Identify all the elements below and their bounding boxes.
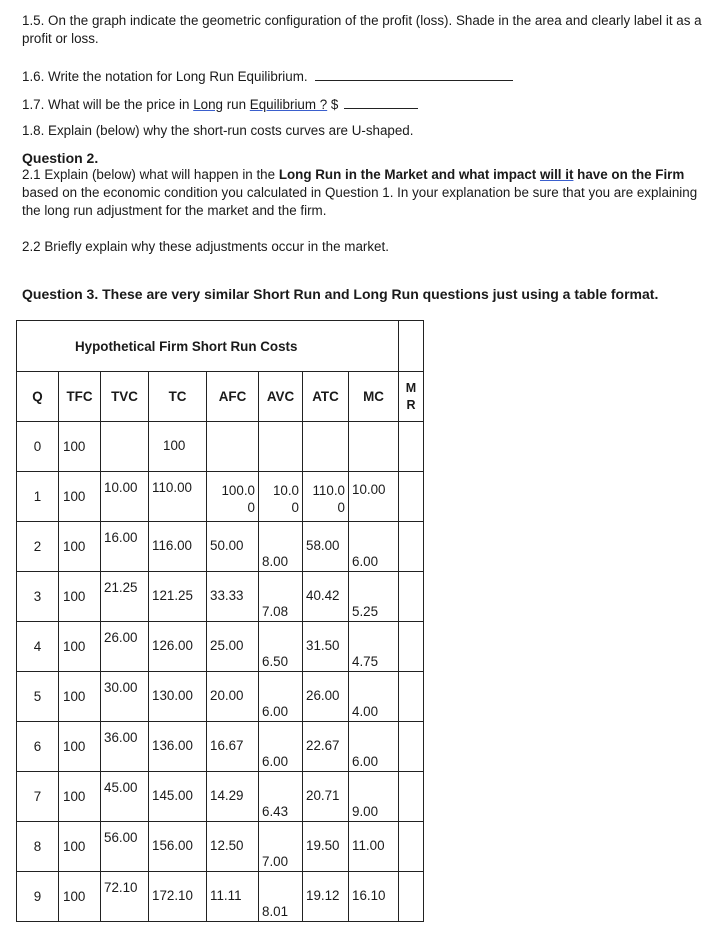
- question-1-6: 1.6. Write the notation for Long Run Equilibrium.: [22, 67, 513, 86]
- cell-q: 4: [17, 622, 59, 672]
- cell-mr[interactable]: [399, 422, 424, 472]
- cell-atc[interactable]: [303, 422, 349, 472]
- cell-q: 7: [17, 772, 59, 822]
- cell-tfc: 100: [59, 672, 101, 722]
- mr-title-cell: [399, 321, 424, 372]
- cell-tc: 145.00: [149, 772, 207, 822]
- cell-mr[interactable]: [399, 722, 424, 772]
- cell-afc: 100.0 0: [207, 472, 259, 522]
- cell-tfc: 100: [59, 572, 101, 622]
- cell-atc: 19.50: [303, 822, 349, 872]
- cell-mc: 6.00: [349, 722, 399, 772]
- question-2-title: Question 2.: [22, 150, 99, 166]
- cell-mc: 6.00: [349, 522, 399, 572]
- cell-tvc: 10.00: [101, 472, 149, 522]
- table-row: [17, 522, 424, 572]
- cell-avc: 6.50: [259, 622, 303, 672]
- cell-tfc: 100: [59, 722, 101, 772]
- cell-tc: 110.00: [149, 472, 207, 522]
- cell-tvc: 21.25: [101, 572, 149, 622]
- table-row: [17, 572, 424, 622]
- question-2-1: 2.1 Explain (below) what will happen in the Long Run in the Market and what impact will it have on the Firm based on the economic condition you calculated in Question 1. In your explanation be sure that you are explaining the long run adjustment for the market and the firm.: [22, 167, 698, 218]
- cell-tc: 126.00: [149, 622, 207, 672]
- cell-tvc: 26.00: [101, 622, 149, 672]
- cell-atc: 19.12: [303, 872, 349, 922]
- cell-mc: 4.00: [349, 672, 399, 722]
- cell-tvc: 72.10: [101, 872, 149, 922]
- cell-tvc[interactable]: [101, 422, 149, 472]
- question-2-2: 2.2 Briefly explain why these adjustments occur in the market.: [22, 239, 389, 254]
- cell-tvc: 56.00: [101, 822, 149, 872]
- cell-tfc: 100: [59, 772, 101, 822]
- cell-mr[interactable]: [399, 472, 424, 522]
- cell-q: 2: [17, 522, 59, 572]
- cell-afc: 12.50: [207, 822, 259, 872]
- cell-tc: 172.10: [149, 872, 207, 922]
- cell-avc[interactable]: [259, 422, 303, 472]
- table-row: [17, 822, 424, 872]
- cell-mr[interactable]: [399, 622, 424, 672]
- cell-q: 1: [17, 472, 59, 522]
- cell-q: 3: [17, 572, 59, 622]
- cell-tc: 121.25: [149, 572, 207, 622]
- cell-tfc: 100: [59, 872, 101, 922]
- table-header-row: [17, 372, 424, 422]
- cell-atc: 110.0 0: [303, 472, 349, 522]
- cell-atc: 22.67: [303, 722, 349, 772]
- cell-atc: 31.50: [303, 622, 349, 672]
- cell-mc: 9.00: [349, 772, 399, 822]
- table-title: Hypothetical Firm Short Run Costs: [17, 321, 399, 372]
- cell-avc: 7.08: [259, 572, 303, 622]
- cell-mc: 10.00: [349, 472, 399, 522]
- cell-tc: 100: [149, 422, 207, 472]
- table-row: [17, 672, 424, 722]
- cell-afc: 25.00: [207, 622, 259, 672]
- cell-mc: 16.10: [349, 872, 399, 922]
- table-row: [17, 622, 424, 672]
- cost-table-wrapper: [16, 320, 424, 922]
- cell-tc: 130.00: [149, 672, 207, 722]
- cell-tc: 156.00: [149, 822, 207, 872]
- cell-atc: 20.71: [303, 772, 349, 822]
- cell-tfc: 100: [59, 622, 101, 672]
- cell-avc: 8.01: [259, 872, 303, 922]
- cell-afc: 14.29: [207, 772, 259, 822]
- cell-tfc: 100: [59, 822, 101, 872]
- cell-mr[interactable]: [399, 572, 424, 622]
- header-afc: AFC: [207, 372, 259, 422]
- cell-avc: 6.43: [259, 772, 303, 822]
- header-mr: M R: [399, 372, 424, 422]
- cell-tvc: 36.00: [101, 722, 149, 772]
- header-avc: AVC: [259, 372, 303, 422]
- cell-q: 5: [17, 672, 59, 722]
- cell-q: 9: [17, 872, 59, 922]
- cell-q: 8: [17, 822, 59, 872]
- cell-atc: 26.00: [303, 672, 349, 722]
- table-row: [17, 472, 424, 522]
- cell-mc[interactable]: [349, 422, 399, 472]
- table-row: [17, 772, 424, 822]
- cell-afc: 11.11: [207, 872, 259, 922]
- cell-tfc: 100: [59, 472, 101, 522]
- short-run-costs-table: [16, 320, 424, 922]
- cell-tvc: 16.00: [101, 522, 149, 572]
- cell-mc: 11.00: [349, 822, 399, 872]
- cell-avc: 10.0 0: [259, 472, 303, 522]
- cell-afc: 50.00: [207, 522, 259, 572]
- header-q: Q: [17, 372, 59, 422]
- cell-mr[interactable]: [399, 822, 424, 872]
- question-1-7: 1.7. What will be the price in Long run Equilibrium ? $: [22, 95, 418, 114]
- cell-q: 0: [17, 422, 59, 472]
- header-mc: MC: [349, 372, 399, 422]
- cell-tc: 116.00: [149, 522, 207, 572]
- cell-avc: 7.00: [259, 822, 303, 872]
- cell-mr[interactable]: [399, 522, 424, 572]
- question-1-8: 1.8. Explain (below) why the short-run costs curves are U-shaped.: [22, 123, 414, 138]
- cell-atc: 40.42: [303, 572, 349, 622]
- cell-mr[interactable]: [399, 772, 424, 822]
- cell-tfc: 100: [59, 522, 101, 572]
- table-row: [17, 872, 424, 922]
- cell-tfc: 100: [59, 422, 101, 472]
- cell-mc: 4.75: [349, 622, 399, 672]
- cell-tvc: 30.00: [101, 672, 149, 722]
- table-row: [17, 722, 424, 772]
- header-atc: ATC: [303, 372, 349, 422]
- cell-atc: 58.00: [303, 522, 349, 572]
- cell-avc: 6.00: [259, 722, 303, 772]
- cell-mr[interactable]: [399, 872, 424, 922]
- cell-tvc: 45.00: [101, 772, 149, 822]
- cell-q: 6: [17, 722, 59, 772]
- cell-afc: 33.33: [207, 572, 259, 622]
- answer-blank-1-7[interactable]: [344, 95, 418, 109]
- cell-avc: 6.00: [259, 672, 303, 722]
- answer-blank-1-6[interactable]: [315, 67, 513, 81]
- header-tc: TC: [149, 372, 207, 422]
- cell-afc: 20.00: [207, 672, 259, 722]
- header-tfc: TFC: [59, 372, 101, 422]
- cell-tc: 136.00: [149, 722, 207, 772]
- question-3-title: Question 3. These are very similar Short Run and Long Run questions just using a table format.: [22, 286, 659, 302]
- cell-mc: 5.25: [349, 572, 399, 622]
- cell-afc: 16.67: [207, 722, 259, 772]
- cell-avc: 8.00: [259, 522, 303, 572]
- header-tvc: TVC: [101, 372, 149, 422]
- cell-afc[interactable]: [207, 422, 259, 472]
- cell-mr[interactable]: [399, 672, 424, 722]
- table-row: [17, 422, 424, 472]
- question-1-5: 1.5. On the graph indicate the geometric configuration of the profit (loss). Shade in the area and clearly label it as a profit or loss.: [22, 13, 702, 46]
